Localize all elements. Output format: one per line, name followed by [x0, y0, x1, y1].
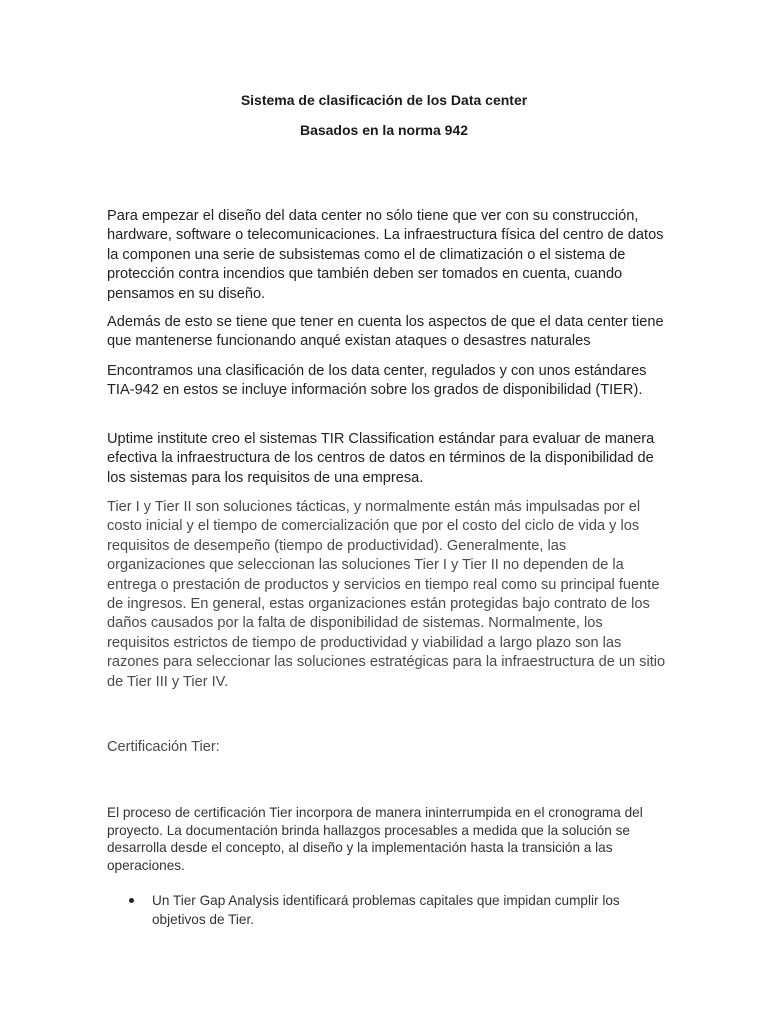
paragraph-classification: Encontramos una clasificación de los data center, regulados y con unos estándares TIA-942 en estos se incluye información sobre los grados de disponibilidad (TIER). — [107, 363, 647, 399]
document-title: Sistema de clasificación de los Data center — [240, 92, 528, 108]
bullet-item — [107, 891, 667, 929]
bullet-list — [107, 891, 667, 929]
section-heading-certification: Certificación Tier: — [107, 739, 220, 755]
bullet-text: Un Tier Gap Analysis identificará problemas capitales que impidan cumplir los objetivos de Tier. — [152, 893, 620, 927]
paragraph-uptime-institute: Uptime institute creo el sistemas TIR Classification estándar para evaluar de manera efectiva la infraestructura de los centros de datos en términos de la disponibilidad de los sistemas para los requisitos de una empresa. — [107, 431, 655, 486]
document-subtitle: Basados en la norma 942 — [299, 122, 469, 138]
bullet-dot-icon — [129, 898, 134, 903]
paragraph-availability: Además de esto se tiene que tener en cuenta los aspectos de que el data center tiene que mantenerse funcionando anqué existan ataques o desastres naturales — [107, 314, 664, 350]
paragraph-intro: Para empezar el diseño del data center no sólo tiene que ver con su construcción, hardware, software o telecomunicaciones. La infraestructura física del centro de datos la componen una serie de subsistemas como el de climatización o el sistema de protección contra incendios que también deben ser tomados en cuenta, cuando pensamos en su diseño. — [107, 208, 664, 302]
paragraph-tier-solutions: Tier I y Tier II son soluciones tácticas, y normalmente están más impulsadas por el costo inicial y el tiempo de comercialización que por el costo del ciclo de vida y los requisitos de desempeño (tiempo de productividad). Generalmente, las organizaciones que seleccionan las soluciones Tier I y Tier II no dependen de la entrega o prestación de productos y servicios en tiempo real como su principal fuente de ingresos. En general, estas organizaciones están protegidas bajo contrato de los daños causados por la falta de disponibilidad de sistemas. Normalmente, los requisitos estrictos de tiempo de productividad y viabilidad a largo plazo son las razones para seleccionar las soluciones estratégicas para la infraestructura de un sitio de Tier III y Tier IV. — [107, 499, 666, 690]
paragraph-certification-process: El proceso de certificación Tier incorpora de manera ininterrumpida en el cronograma del proyecto. La documentación brinda hallazgos procesables a medida que la solución se desarrolla desde el concepto, al diseño y la implementación hasta la transición a las operaciones. — [107, 805, 643, 873]
